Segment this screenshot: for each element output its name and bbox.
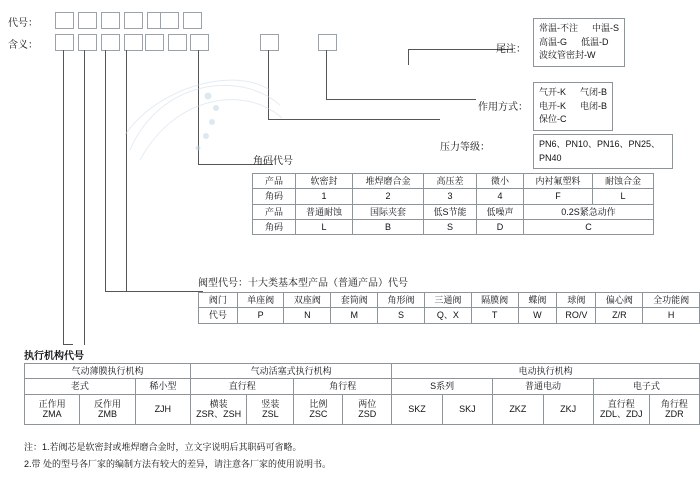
footnote-2: 2.带 处的型号各厂家的编制方法有较大的差异，请注意各厂家的使用说明书。	[24, 459, 332, 469]
angle-r2-c2: 2	[353, 189, 424, 204]
action-hold: 保位-C	[539, 114, 567, 124]
leader-line	[63, 50, 64, 345]
valve-v6: T	[471, 308, 518, 323]
valve-h4: 角形阀	[378, 293, 425, 308]
actuator-code-zdr: 角行程 ZDR	[649, 394, 699, 424]
leader-line	[84, 50, 85, 345]
valve-v3: M	[331, 308, 378, 323]
valve-code-table-wrap	[198, 292, 700, 324]
suffix-mid-temp: 中温-S	[592, 23, 620, 33]
actuator-code-zdl-zdj: 直行程 ZDL、ZDJ	[593, 394, 649, 424]
angle-r3-c1: 普通耐蚀	[296, 204, 353, 219]
actuator-sub-electronic: 电子式	[593, 379, 699, 394]
pressure-values: PN6、PN10、PN16、PN25、PN40	[539, 139, 661, 163]
leader-line	[105, 50, 106, 292]
angle-r3-c3: 低S节能	[424, 204, 477, 219]
meaning-boxes-b	[145, 34, 187, 51]
code-box[interactable]	[168, 34, 187, 51]
actuator-sub-linear: 直行程	[190, 379, 293, 394]
actuator-code-zkz: ZKZ	[493, 394, 543, 424]
table-row	[253, 204, 654, 219]
code-box[interactable]	[124, 12, 143, 29]
actuator-title: 执行机构代号	[24, 351, 84, 362]
leader-line	[326, 50, 327, 100]
action-elec-close: 电闭-B	[580, 100, 608, 111]
actuator-code-zsc: 比例 ZSC	[294, 394, 343, 424]
code-box[interactable]	[190, 34, 209, 51]
valve-h10: 全功能阀	[643, 293, 700, 308]
angle-r1-c0: 产品	[253, 174, 296, 189]
meaning-row-label: 含义：	[8, 40, 38, 51]
actuator-code-zsl: 竖装 ZSL	[247, 394, 294, 424]
actuator-code-skj: SKJ	[442, 394, 492, 424]
angle-r3-c5: 0.2S紧急动作	[524, 204, 654, 219]
leader-line	[268, 119, 440, 120]
angle-r1-c3: 高压差	[424, 174, 477, 189]
angle-r2-c5: F	[524, 189, 593, 204]
angle-r2-c1: 1	[296, 189, 353, 204]
valve-h9: 偏心阀	[596, 293, 643, 308]
code-box[interactable]	[318, 34, 337, 51]
actuator-code-zjh: ZJH	[135, 394, 190, 424]
action-air-open: 气开-K	[539, 87, 567, 97]
table-row	[25, 394, 700, 424]
action-label: 作用方式：	[478, 102, 528, 113]
leader-line	[63, 344, 73, 345]
angle-r3-c0: 产品	[253, 204, 296, 219]
valve-code-title: 阀型代号：十大类基本型产品（普通产品）代号	[198, 278, 408, 289]
code-box[interactable]	[55, 34, 74, 51]
table-row	[199, 308, 700, 323]
meaning-boxes-c	[190, 34, 209, 53]
suffix-bellows-seal: 波纹管密封-W	[539, 50, 596, 60]
table-row	[25, 379, 700, 394]
pressure-note-box	[533, 134, 673, 169]
angle-r3-c2: 国际夹套	[353, 204, 424, 219]
code-box[interactable]	[160, 12, 179, 29]
table-row	[253, 220, 654, 235]
code-boxes-row1	[55, 12, 166, 29]
angle-r1-c1: 软密封	[296, 174, 353, 189]
table-row	[25, 364, 700, 379]
valve-v9: Z/R	[596, 308, 643, 323]
actuator-sub-standard-electric: 普通电动	[493, 379, 594, 394]
angle-r2-c4: 4	[477, 189, 524, 204]
valve-h7: 蝶阀	[518, 293, 557, 308]
valve-code-table	[198, 292, 700, 324]
leader-line	[408, 50, 409, 65]
angle-r2-c6: L	[593, 189, 654, 204]
angle-code-table-wrap	[252, 173, 654, 235]
code-boxes-row1b	[160, 12, 202, 29]
valve-v4: S	[378, 308, 425, 323]
angle-r4-c4: D	[477, 220, 524, 235]
angle-r4-c1: L	[296, 220, 353, 235]
angle-r4-c2: B	[353, 220, 424, 235]
valve-h6: 隔膜阀	[471, 293, 518, 308]
valve-h8: 球阀	[557, 293, 596, 308]
angle-r4-c0: 角码	[253, 220, 296, 235]
suffix-label: 尾注：	[496, 44, 526, 55]
code-box[interactable]	[124, 34, 143, 51]
code-box[interactable]	[260, 34, 279, 51]
valve-h0: 阀门	[199, 293, 238, 308]
footnote-1: 注：1.若阀芯是软密封或堆焊磨合金时，立文字说明后其职码可省略。	[24, 442, 302, 452]
code-row-label: 代号：	[8, 18, 38, 29]
valve-h1: 单座阀	[237, 293, 284, 308]
code-box[interactable]	[183, 12, 202, 29]
actuator-table-wrap	[24, 363, 700, 425]
suffix-low-temp: 低温-D	[581, 36, 609, 47]
valve-v8: RO/V	[557, 308, 596, 323]
actuator-sub-old-style: 老式	[25, 379, 136, 394]
angle-r1-c2: 堆焊磨合金	[353, 174, 424, 189]
valve-h5: 三通阀	[424, 293, 471, 308]
angle-r4-c3: S	[424, 220, 477, 235]
angle-code-title: 角码代号	[253, 156, 293, 167]
actuator-code-skz: SKZ	[392, 394, 443, 424]
actuator-code-zsd: 两位 ZSD	[343, 394, 392, 424]
valve-h3: 套筒阀	[331, 293, 378, 308]
valve-v2: N	[284, 308, 331, 323]
table-row	[253, 174, 654, 189]
angle-r1-c5: 内衬氟塑料	[524, 174, 593, 189]
angle-r1-c6: 耐蚀合金	[593, 174, 654, 189]
meaning-boxes-a	[55, 34, 143, 51]
actuator-sub-s-series: S系列	[392, 379, 493, 394]
code-box[interactable]	[78, 34, 97, 51]
suffix-high-temp: 高温-G	[539, 36, 567, 47]
action-air-close: 气闭-B	[580, 87, 608, 97]
code-box[interactable]	[145, 34, 164, 51]
valve-v5: Q、X	[424, 308, 471, 323]
actuator-table	[24, 363, 700, 425]
leader-line	[105, 291, 203, 292]
code-box[interactable]	[55, 12, 74, 29]
actuator-group-pneumatic-diaphragm: 气动薄膜执行机构	[25, 364, 191, 379]
table-row	[253, 189, 654, 204]
suffix-normal-temp: 常温-不注	[539, 23, 578, 33]
actuator-code-zma: 正作用 ZMA	[25, 394, 80, 424]
valve-v10: H	[643, 308, 700, 323]
table-row	[199, 293, 700, 308]
meaning-boxes-e	[318, 34, 337, 53]
leader-line	[198, 50, 199, 165]
actuator-group-pneumatic-piston: 气动活塞式执行机构	[190, 364, 391, 379]
leader-line	[126, 50, 127, 292]
actuator-code-zmb: 反作用 ZMB	[80, 394, 135, 424]
angle-r2-c3: 3	[424, 189, 477, 204]
code-box[interactable]	[101, 34, 120, 51]
action-note-box	[533, 82, 613, 131]
action-elec-open: 电开-K	[539, 100, 567, 111]
valve-h2: 双座阀	[284, 293, 331, 308]
angle-r2-c0: 角码	[253, 189, 296, 204]
valve-v1: P	[237, 308, 284, 323]
actuator-group-electric: 电动执行机构	[392, 364, 700, 379]
meaning-boxes-d	[260, 34, 279, 53]
suffix-note-box	[533, 18, 625, 67]
actuator-code-zkj: ZKJ	[543, 394, 593, 424]
angle-r4-c5: C	[524, 220, 654, 235]
valve-v7: W	[518, 308, 557, 323]
actuator-sub-compact: 稀小型	[135, 379, 190, 394]
pressure-label: 压力等级：	[440, 142, 490, 153]
angle-r3-c4: 低噪声	[477, 204, 524, 219]
code-box[interactable]	[101, 12, 120, 29]
actuator-code-zsr-zsh: 横装 ZSR、ZSH	[190, 394, 246, 424]
actuator-sub-rotary: 角行程	[294, 379, 392, 394]
angle-r1-c4: 微小	[477, 174, 524, 189]
leader-line	[326, 99, 476, 100]
valve-v0: 代号	[199, 308, 238, 323]
code-box[interactable]	[78, 12, 97, 29]
angle-code-table	[252, 173, 654, 235]
leader-line	[268, 50, 269, 120]
